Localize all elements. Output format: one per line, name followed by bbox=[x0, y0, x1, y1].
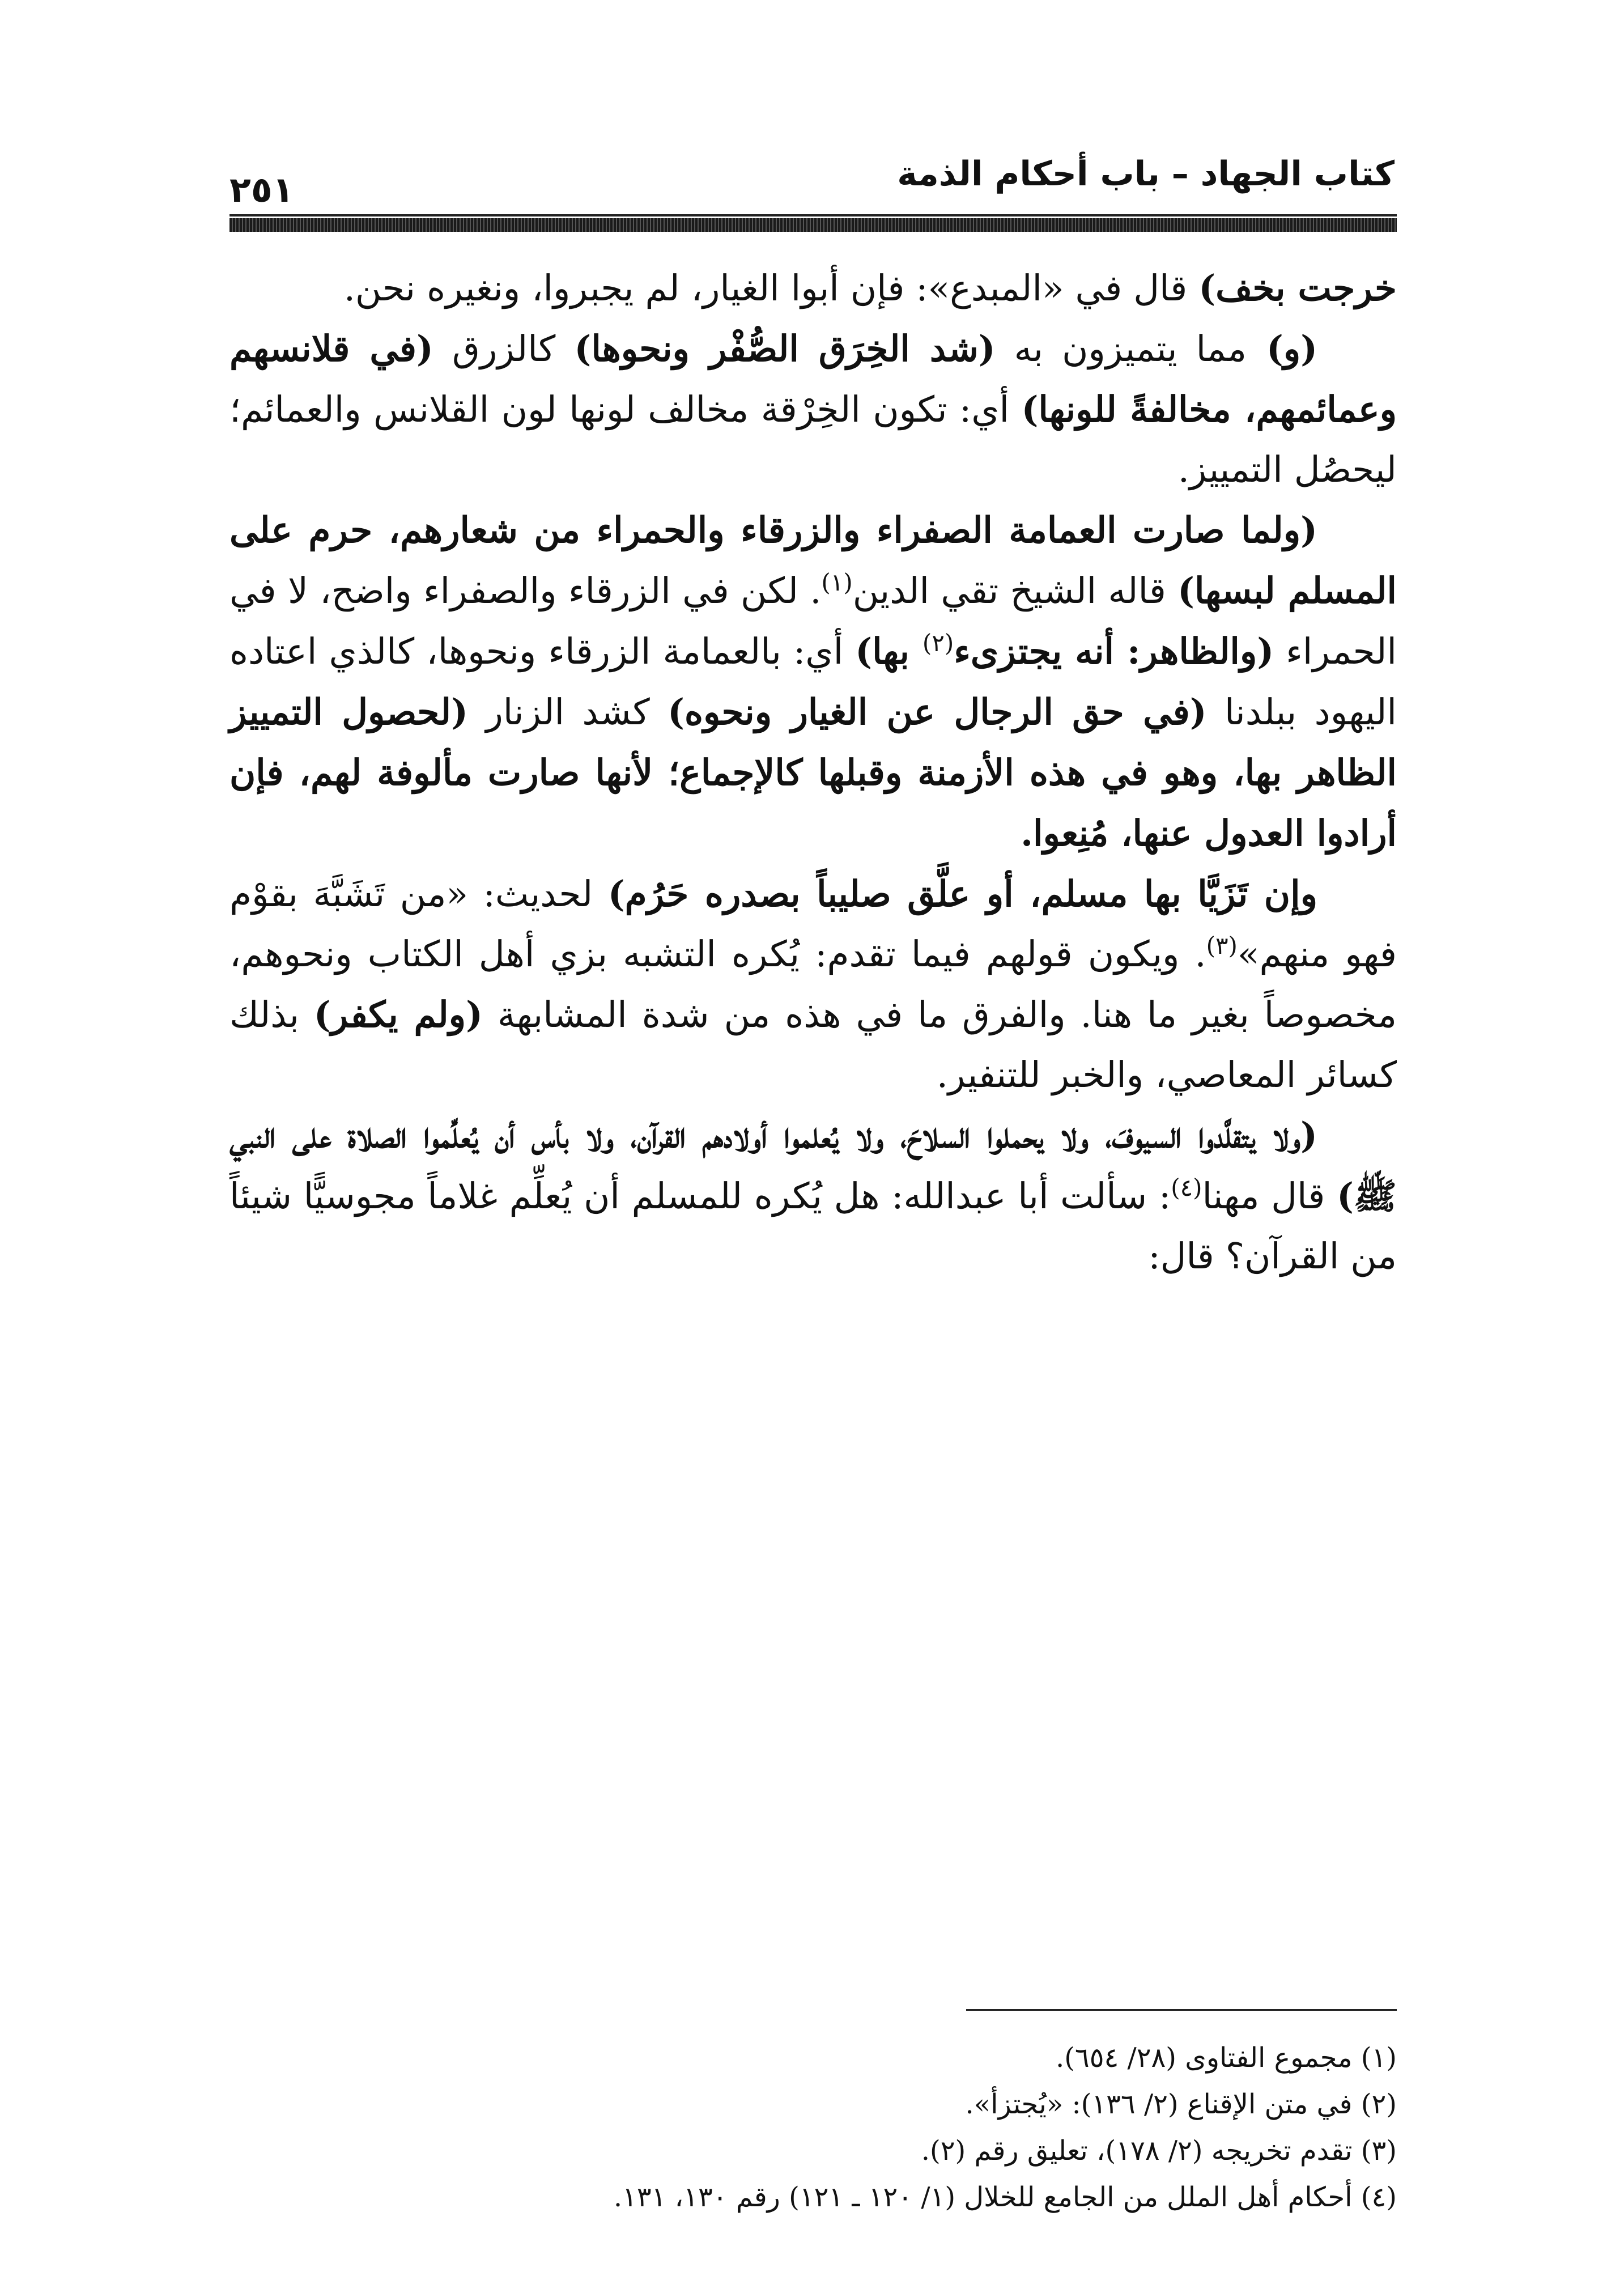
paragraph-2 bbox=[229, 319, 1397, 500]
footnote-ref-3[interactable]: (٣) bbox=[1206, 932, 1238, 959]
matn-text: (ولا يتقلَّدوا السيوفَ، ولا يحملوا السلاحَ، ولا يُعلموا أولادهم القرآن، ولا بأس أن يُعلِّموا الصلاة على النبي ﷺ) bbox=[229, 1114, 1397, 1217]
paragraph-3 bbox=[229, 500, 1397, 864]
matn-text: (والظاهر: أنه يجتزىء bbox=[954, 630, 1274, 672]
matn-text: بها) bbox=[855, 630, 922, 672]
matn-text: وإن تَزَيَّا بها مسلم، أو علَّق صليباً بصدره حَرُم) bbox=[607, 873, 1317, 915]
footnote-2: (٢) في متن الإقناع (٢/ ١٣٦): «يُجتزأ». bbox=[965, 2088, 1397, 2120]
paragraph-1 bbox=[229, 258, 1397, 319]
footnote-separator bbox=[966, 2009, 1397, 2011]
header-rule bbox=[229, 218, 1397, 232]
sharh-text: أي: تكون الخِرْقة مخالف لونها لون القلانس والعمائم؛ ليحصُل التمييز. bbox=[229, 389, 1397, 490]
sharh-text: قال في «المبدع»: فإن أبوا الغيار، لم يجبروا، ونغيره نحن. bbox=[343, 267, 1199, 309]
matn-text: (في حق الرجال عن الغيار ونحوه) bbox=[668, 691, 1207, 733]
sharh-text: مما يتميزون به bbox=[995, 328, 1247, 370]
footnote-ref-2[interactable]: (٢) bbox=[922, 629, 954, 657]
matn-text: خرجت بخف) bbox=[1198, 267, 1397, 309]
sharh-text: كالزرق bbox=[433, 328, 575, 370]
body-text bbox=[229, 258, 1397, 1286]
paragraph-4 bbox=[229, 864, 1397, 1105]
sharh-text: كشد الزنار bbox=[467, 691, 668, 733]
footnote-ref-4[interactable]: (٤) bbox=[1171, 1174, 1202, 1201]
sharh-text: . ويكون قولهم فيما تقدم: يُكره التشبه بزي أهل الكتاب ونحوهم، مخصوصاً بغير ما هنا. والفرق ما في هذه من شدة المشابهة bbox=[229, 933, 1397, 1035]
header-rule-top bbox=[229, 214, 1397, 216]
footnote-4: (٤) أحكام أهل الملل من الجامع للخلال (١/ ١٢٠ ـ ١٢١) رقم ١٣٠، ١٣١. bbox=[613, 2181, 1397, 2213]
matn-text: (في قلانسهم وعمائمهم، مخالفةً للونها) bbox=[229, 328, 1397, 430]
matn-text: (و) bbox=[1246, 328, 1318, 370]
running-title: كتاب الجهاد – باب أحكام الذمة bbox=[897, 154, 1395, 194]
footnote-3: (٣) تقدم تخريجه (٢/ ١٧٨)، تعليق رقم (٢). bbox=[921, 2135, 1397, 2167]
sharh-text: لحديث: «من تَشَبَّهَ بقوْم فهو منهم» bbox=[229, 873, 1397, 975]
matn-text: (ولم يكفر) bbox=[313, 993, 483, 1035]
matn-text: (ولما صارت العمامة الصفراء والزرقاء والحمراء من شعارهم، حرم على المسلم لبسها) bbox=[229, 509, 1397, 612]
page-number: ٢٥١ bbox=[229, 169, 294, 210]
paragraph-5 bbox=[229, 1105, 1397, 1286]
sharh-text: أي: بالعمامة الزرقاء ونحوها، كالذي اعتاده اليهود ببلدنا bbox=[229, 631, 1397, 733]
sharh-text: . لكن في الزرقاء والصفراء واضح، لا في الحمراء bbox=[229, 570, 1397, 672]
footnotes bbox=[229, 2035, 1397, 2220]
footnote-ref-1[interactable]: (١) bbox=[821, 568, 853, 596]
sharh-text: قاله الشيخ تقي الدين bbox=[852, 570, 1178, 612]
matn-text: (شد الخِرَق الصُّفْر ونحوها) bbox=[574, 328, 996, 370]
footnote-1: (١) مجموع الفتاوى (٢٨/ ٦٥٤). bbox=[1055, 2042, 1397, 2074]
sharh-text: قال مهنا bbox=[1202, 1175, 1337, 1217]
matn-text: (لحصول التمييز الظاهر بها، وهو في هذه الأزمنة وقبلها كالإجماع؛ لأنها صارت مألوفة لهم، فإن أرادوا العدول عنها، مُنِعوا. bbox=[229, 691, 1397, 854]
sharh-text: بذلك كسائر المعاصي، والخبر للتنفير. bbox=[229, 994, 1397, 1095]
sharh-text: : سألت أبا عبدالله: هل يُكره للمسلم أن يُعلِّم غلاماً مجوسيًّا شيئاً من القرآن؟ قال: bbox=[229, 1175, 1397, 1277]
